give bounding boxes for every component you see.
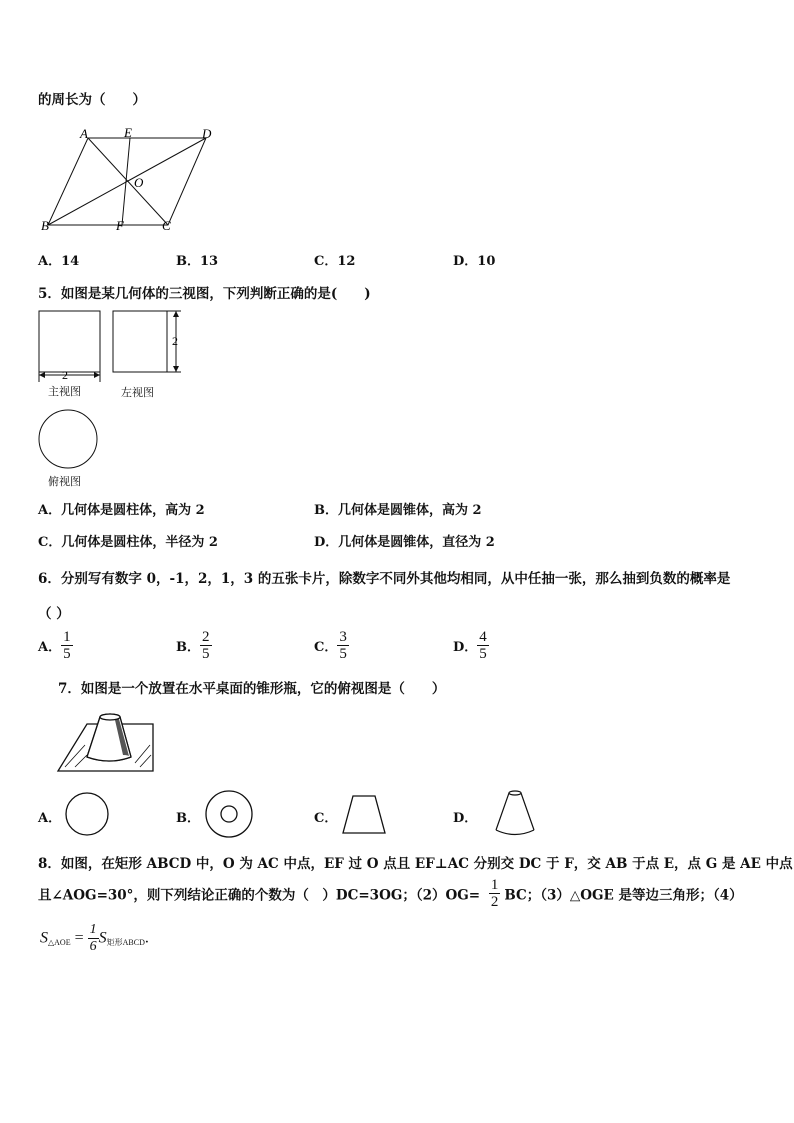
q6-option-b: B． $\frac{2}{5}$ xyxy=(176,629,210,662)
fraction: $\frac{4}{5}$ xyxy=(479,629,487,662)
top-view-caption: 俯视图 xyxy=(48,475,81,488)
conical-flask-on-table-figure xyxy=(55,705,160,777)
fraction: $\frac{3}{5}$ xyxy=(339,629,347,662)
q7-option-d-cone-icon xyxy=(490,786,540,840)
q5-option-c: C．几何体是圆柱体，半径为 2 xyxy=(38,535,218,550)
front-view-square xyxy=(39,311,100,372)
label-D: D xyxy=(202,126,212,141)
q4-stem-tail: 的周长为（ ） xyxy=(38,92,146,108)
q8-line1: 8．如图，在矩形 ABCD 中，O 为 AC 中点，EF 过 O 点且 EF⊥AC 分别交 DC 于 F，交 AB 于点 E，点 G 是 AE 中点 xyxy=(38,856,793,872)
q5-option-a: A．几何体是圆柱体，高为 2 xyxy=(38,503,205,518)
label-B: B xyxy=(41,218,49,233)
q7-option-a-circle-icon xyxy=(63,790,113,840)
q6-option-a: A． $\frac{1}{5}$ xyxy=(38,629,71,662)
q5-stem: 5．如图是某几何体的三视图，下列判断正确的是( ) xyxy=(38,286,371,302)
q7-stem: 7．如图是一个放置在水平桌面的锥形瓶，它的俯视图是（ ） xyxy=(58,681,446,697)
q7-option-d: D． xyxy=(453,811,478,826)
label-A: A xyxy=(80,126,88,141)
q8-fraction-half: $\frac{1}{2}$ xyxy=(490,877,499,910)
dim-front: 2 xyxy=(62,368,68,382)
q4-option-b: B．13 xyxy=(176,254,219,269)
q7-option-c-trapezoid-icon xyxy=(340,790,390,838)
q4-option-a: A．14 xyxy=(38,254,80,269)
left-view-caption: 左视图 xyxy=(121,386,154,399)
label-O: O xyxy=(134,175,144,190)
label-E: E xyxy=(124,125,132,140)
label-F: F xyxy=(116,218,124,233)
label-C: C xyxy=(162,218,171,233)
q8-fraction-sixth: $\frac{1}{6}$ xyxy=(89,922,97,954)
q4-parallelogram-figure xyxy=(36,124,226,234)
q6-stem: 6．分别写有数字 0，-1，2，1，3 的五张卡片，除数字不同外其他均相同，从中任抽一张，那么抽到负数的概率是 xyxy=(38,571,731,587)
q7-option-c: C． xyxy=(314,811,338,826)
q8-area-formula: $S_{\triangle AOE}$ = $\frac{1}{6}$ $S_{矩形ABCD}$. xyxy=(40,922,149,954)
q6-option-c: C． $\frac{3}{5}$ xyxy=(314,629,347,662)
q7-option-b: B． xyxy=(176,811,200,826)
q4-option-d: D．10 xyxy=(453,254,496,269)
fraction: $\frac{1}{5}$ xyxy=(63,629,71,662)
q4-option-c: C．12 xyxy=(314,254,356,269)
fraction: $\frac{2}{5}$ xyxy=(202,629,210,662)
q7-option-a: A． xyxy=(38,811,62,826)
dim-left: 2 xyxy=(172,334,178,348)
q6-option-d: D． $\frac{4}{5}$ xyxy=(453,629,487,662)
left-view-square xyxy=(113,311,167,372)
q5-option-d: D．几何体是圆锥体，直径为 2 xyxy=(314,535,495,550)
q6-paren: （ ） xyxy=(38,606,70,622)
top-view-circle xyxy=(36,407,102,473)
q5-option-b: B．几何体是圆锥体，高为 2 xyxy=(314,503,482,518)
front-view-caption: 主视图 xyxy=(48,385,81,398)
q8-line2: 且∠AOG=30°，则下列结论正确的个数为（ ）DC=3OG；（2）OG= $\frac{1}{2}$ BC；（3）△OGE 是等边三角形；（4） xyxy=(38,877,743,910)
q7-option-b-annulus-icon xyxy=(202,789,258,841)
